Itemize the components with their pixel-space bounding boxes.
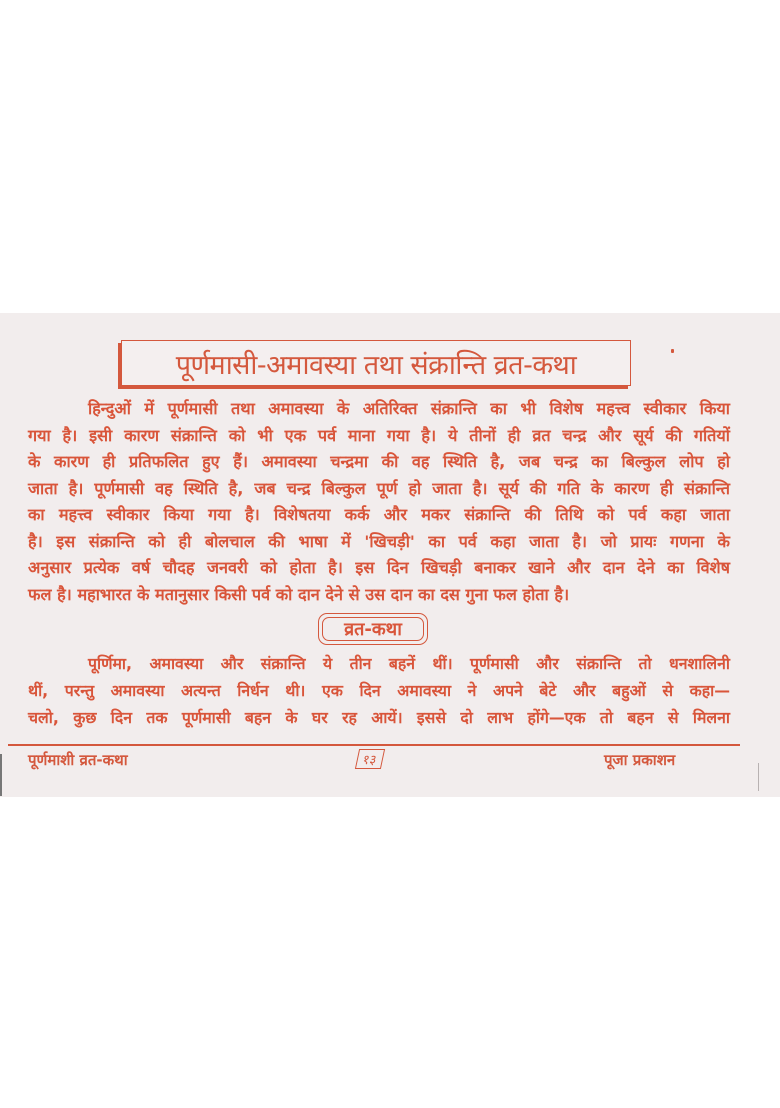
section-heading-box <box>318 613 428 645</box>
story-paragraph <box>28 650 730 731</box>
text-line: का महत्त्व स्वीकार किया गया है। विशेषतया कर्क और मकर संक्रान्ति की तिथि को पर्व कहा जाता <box>28 505 730 524</box>
page-number: १३ <box>355 749 385 769</box>
text-line: चलो, कुछ दिन तक पूर्णमासी बहन के घर रह आयें। इससे दो लाभ होंगे—एक तो बहन से मिलना <box>28 708 730 727</box>
text-line: हिन्दुओं में पूर्णमासी तथा अमावस्या के अतिरिक्त संक्रान्ति का भी विशेष महत्त्व स्वीकार किया <box>88 399 730 418</box>
ink-speck <box>671 349 674 353</box>
text-line: फल है। महाभारत के मतानुसार किसी पर्व को दान देने से उस दान का दस गुना फल होता है। <box>28 584 570 604</box>
text-line: के कारण ही प्रतिफलित हुए हैं। अमावस्या चन्द्रमा की वह स्थिति है, जब चन्द्र का बिल्कुल लोप हो <box>28 452 730 471</box>
page-title: पूर्णमासी-अमावस्या तथा संक्रान्ति व्रत-कथा <box>175 349 577 381</box>
text-line: अनुसार प्रत्येक वर्ष चौदह जनवरी को होता है। इस दिन खिचड़ी बनाकर खाने और दान देने का विशेष <box>28 558 730 577</box>
text-line: पूर्णिमा, अमावस्या और संक्रान्ति ये तीन बहनें थीं। पूर्णमासी और संक्रान्ति तो धनशालिनी <box>88 654 730 673</box>
scan-edge-mark <box>0 754 2 796</box>
title-box <box>121 340 631 386</box>
text-line: जाता है। पूर्णमासी वह स्थिति है, जब चन्द्र बिल्कुल पूर्ण हो जाता है। सूर्य की गति के कारण ही संक्रान्ति <box>28 478 730 498</box>
text-line: है। इस संक्रान्ति को ही बोलचाल की भाषा में 'खिचड़ी' का पर्व कहा जाता है। जो प्रायः गणना के <box>28 531 730 551</box>
text-line: गया है। इसी कारण संक्रान्ति को भी एक पर्व माना गया है। ये तीनों ही व्रत चन्द्र और सूर्य की गतियों <box>28 425 730 445</box>
footer-book-title: पूर्णमाशी व्रत-कथा <box>28 751 128 769</box>
footer-divider <box>8 744 740 746</box>
text-line: थीं, परन्तु अमावस्या अत्यन्त निर्धन थी। एक दिन अमावस्या ने अपने बेटे और बहुओं से कहा— <box>28 681 730 700</box>
footer-publisher: पूजा प्रकाशन <box>604 751 676 769</box>
scan-edge-mark <box>758 763 759 791</box>
intro-paragraph <box>28 396 730 608</box>
section-heading: व्रत-कथा <box>344 619 402 640</box>
